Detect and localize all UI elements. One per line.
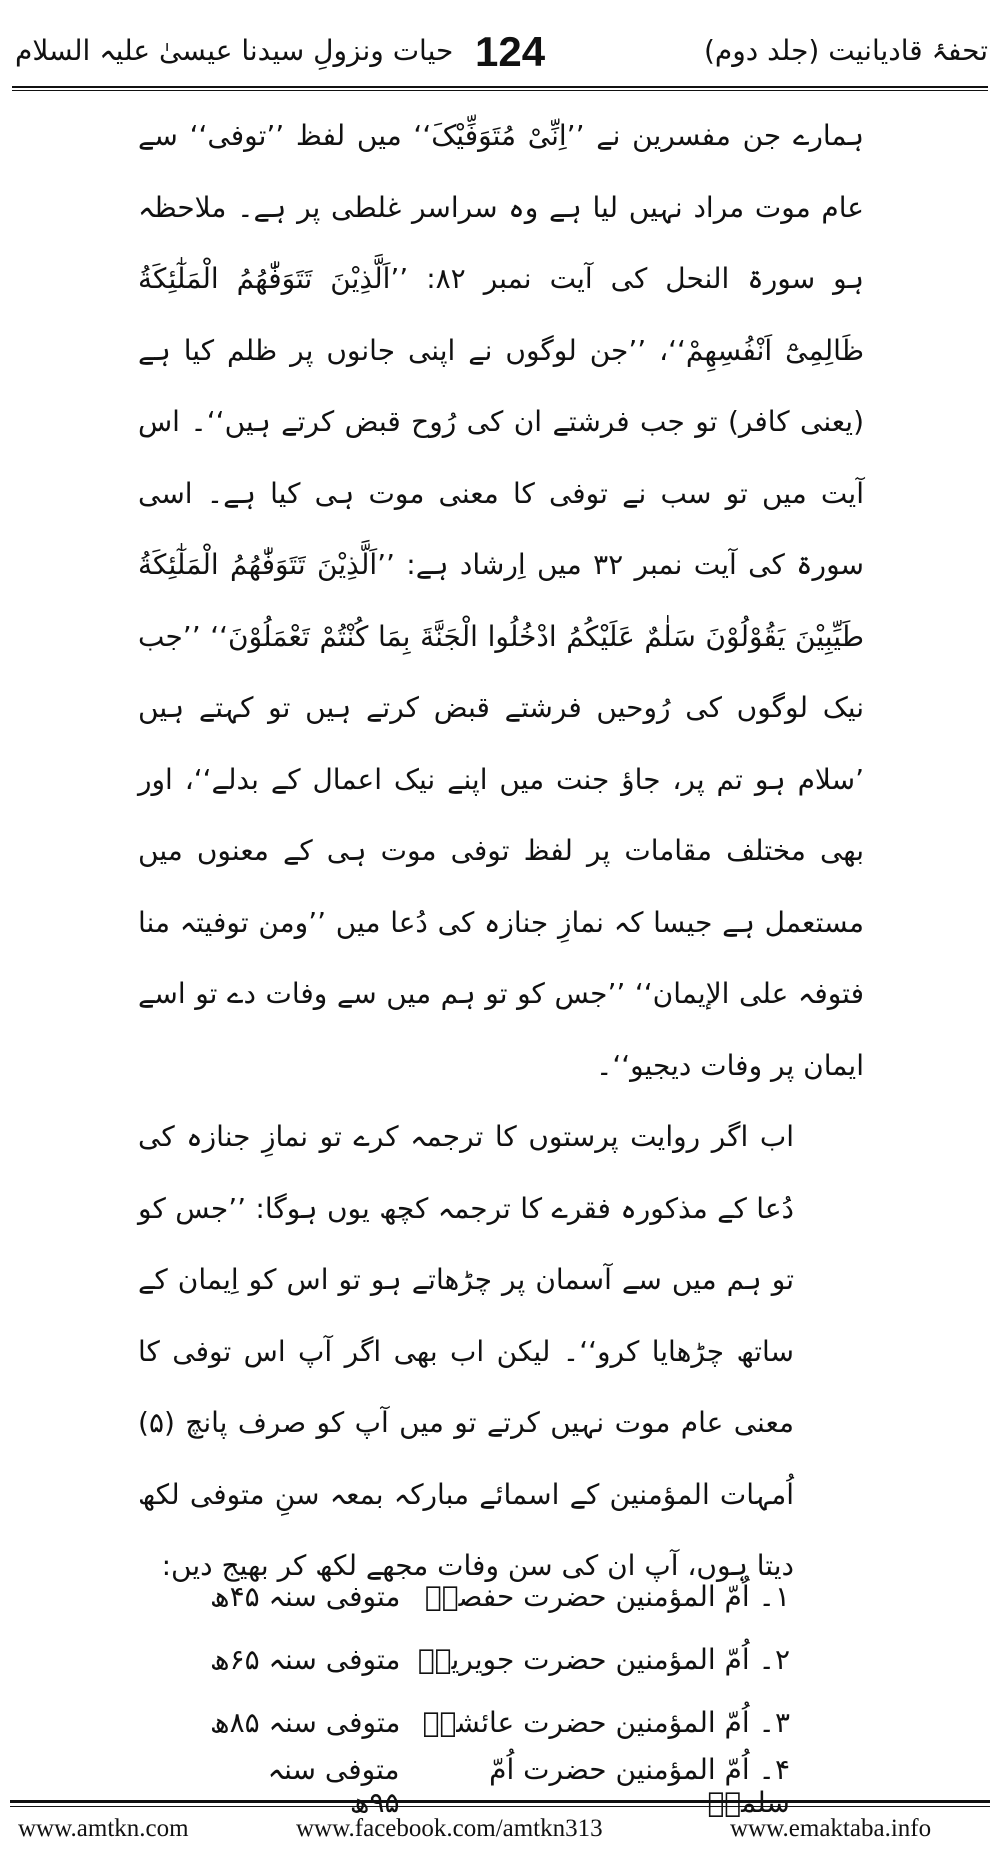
page-header bbox=[0, 28, 1000, 88]
list-item-death-year: متوفی سنہ ۴۵ھ bbox=[210, 1580, 401, 1613]
mothers-of-believers-list bbox=[210, 1565, 790, 1817]
footer-divider-thin bbox=[10, 1806, 990, 1807]
list-item-name: ۳۔ اُمّ المؤمنین حضرت عائشہؓ bbox=[422, 1706, 790, 1739]
list-item-name: ۴۔ اُمّ المؤمنین حضرت اُمّ bbox=[489, 1752, 790, 1786]
list-item-name: ۱۔ اُمّ المؤمنین حضرت حفصہؓ bbox=[424, 1580, 790, 1613]
book-title: تحفۂ قادیانیت (جلد دوم) bbox=[703, 34, 988, 67]
paragraph-2: اب اگر روایت پرستوں کا ترجمہ کرے تو نمازِ جنازہ کی دُعا کے مذکورہ فقرے کا ترجمہ کچھ یوں ہوگا: ’’جس کو تو ہم میں سے آسمان پر چڑھاتے ہو تو اس کو اِیمان کے ساتھ چڑھایا کرو‘‘۔ لیکن اب بھی اگر آپ اس توفی کا معنی عام موت نہیں کرتے تو میں آپ کو صرف پانچ (۵) اُمہات المؤمنین کے اسمائے مبارکہ بمعہ سنِ متوفی لکھ دیتا ہوں، آپ ان کی سن وفات مجھے لکھ کر بھیج دیں: bbox=[138, 1120, 794, 1582]
paragraph-1: ہمارے جن مفسرین نے ’’اِنِّیْ مُتَوَفِّیْکَ‘‘ میں لفظ ’’توفی‘‘ سے عام موت مراد نہیں لیا ہے وہ سراسر غلطی پر ہے۔ ملاحظہ ہو سورۃ النحل کی آیت نمبر ۸۲: ’’اَلَّذِیْنَ تَتَوَفّٰھُمُ الْمَلٰٓئِکَةُ ظَالِمِیْٓ اَنْفُسِھِمْ‘‘، ’’جن لوگوں نے اپنی جانوں پر ظلم کیا ہے (یعنی کافر) تو جب فرشتے ان کی رُوح قبض کرتے ہیں‘‘۔ اس آیت میں تو سب نے توفی کا معنی موت ہی کیا ہے۔ اسی سورۃ کی آیت نمبر ۳۲ میں اِرشاد ہے: ’’اَلَّذِیْنَ تَتَوَفّٰھُمُ الْمَلٰٓئِکَةُ طَیِّبِیْنَ یَقُوْلُوْنَ سَلٰمٌ عَلَیْکُمُ ادْخُلُوا الْجَنَّةَ بِمَا کُنْتُمْ تَعْمَلُوْنَ‘‘ ’’جب نیک لوگوں کی رُوحیں فرشتے قبض کرتے ہیں تو کہتے ہیں ’سلام ہو تم پر، جاؤ جنت میں اپنے نیک اعمال کے بدلے‘‘، اور بھی مختلف مقامات پر لفظ توفی موت ہی کے معنوں میں مستعمل ہے جیسا کہ نمازِ جنازہ کی دُعا میں ’’ومن توفیتہ منا فتوفہ علی الإیمان‘‘ ’’جس کو تو ہم میں سے وفات دے تو اسے ایمان پر وفات دیجیو‘‘۔ bbox=[138, 119, 865, 1082]
header-divider-thin bbox=[12, 90, 988, 91]
list-item bbox=[210, 1691, 790, 1754]
header-divider bbox=[12, 86, 988, 88]
footer-divider bbox=[10, 1800, 990, 1803]
list-item-death-year: متوفی سنہ ۶۵ھ bbox=[210, 1643, 401, 1676]
footer-link-emaktaba[interactable]: www.emaktaba.info bbox=[730, 1815, 932, 1842]
list-item-name: ۲۔ اُمّ المؤمنین حضرت جویریہؓ bbox=[417, 1643, 790, 1676]
list-item bbox=[210, 1628, 790, 1691]
footer-link-amtkn[interactable]: www.amtkn.com bbox=[18, 1815, 189, 1842]
page-body bbox=[138, 100, 864, 1602]
footer-link-facebook[interactable]: www.facebook.com/amtkn313 bbox=[296, 1815, 603, 1842]
list-item bbox=[210, 1565, 790, 1628]
list-item-death-year: متوفی سنہ ۸۵ھ bbox=[210, 1706, 401, 1739]
list-item-death-year: متوفی سنہ bbox=[267, 1752, 400, 1786]
page-number: 124 bbox=[475, 28, 546, 75]
list-item bbox=[210, 1754, 790, 1817]
chapter-title: حیات ونزولِ سیدنا عیسیٰ علیہ السلام bbox=[15, 34, 454, 67]
